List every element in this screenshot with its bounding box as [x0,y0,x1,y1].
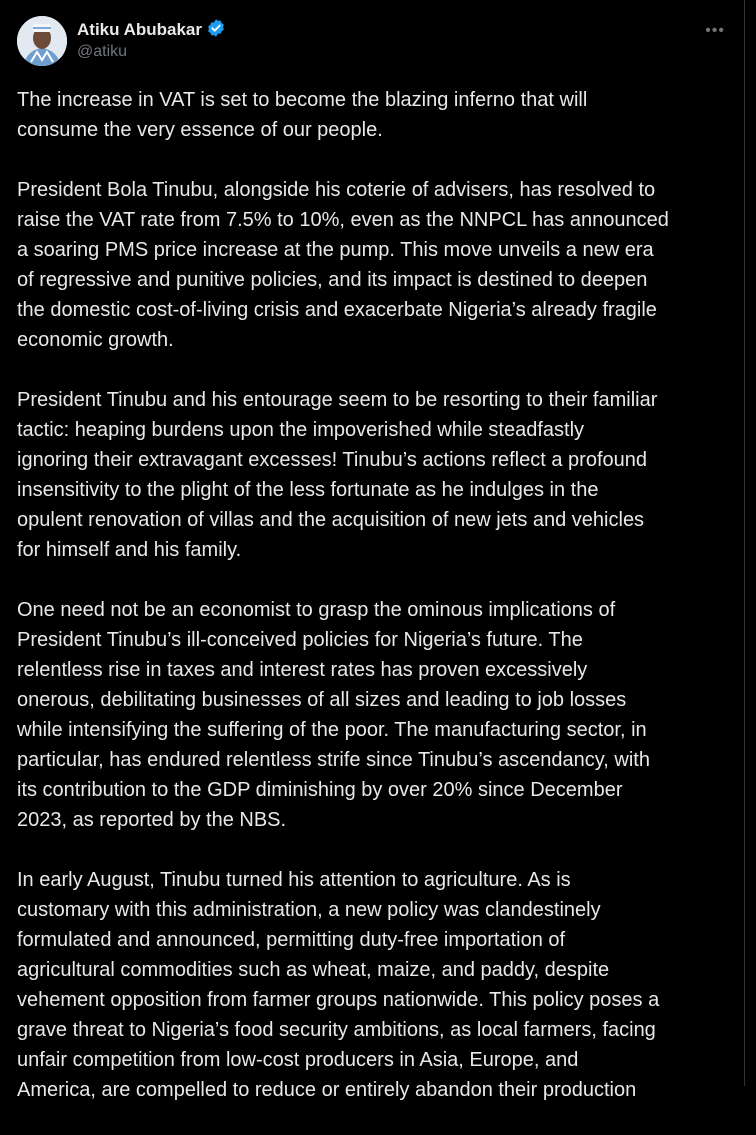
author-handle[interactable]: @atiku [77,43,128,60]
tweet-line: the domestic cost-of-living crisis and exacerbate Nigeria’s already fragile [17,299,657,321]
tweet-line: economic growth. [17,329,174,351]
tweet-line: agricultural commodities such as wheat, maize, and paddy, despite [17,959,610,981]
tweet-line: particular, has endured relentless strife since Tinubu’s ascendancy, with [17,749,650,771]
tweet-paragraph [17,85,729,145]
tweet-line: unfair competition from low-cost producers in Asia, Europe, and [17,1049,579,1071]
tweet-line: opulent renovation of villas and the acquisition of new jets and vehicles [17,509,645,531]
tweet-paragraph [17,595,729,835]
tweet-line: President Tinubu and his entourage seem to be resorting to their familiar [17,389,658,411]
tweet-line: a soaring PMS price increase at the pump. This move unveils a new era [17,239,654,261]
tweet-line: onerous, debilitating businesses of all sizes and leading to job losses [17,689,627,711]
more-horizontal-icon[interactable]: ••• [705,22,725,39]
tweet-line: One need not be an economist to grasp the ominous implications of [17,599,616,621]
tweet-line: insensitivity to the plight of the less fortunate as he indulges in the [17,479,599,501]
tweet-line: of regressive and punitive policies, and its impact is destined to deepen [17,269,648,291]
tweet-line: 2023, as reported by the NBS. [17,809,287,831]
tweet-line: President Tinubu’s ill-conceived policies for Nigeria’s future. The [17,629,583,651]
tweet-paragraph [17,175,729,355]
tweet-line: while intensifying the suffering of the poor. The manufacturing sector, in [17,719,647,741]
tweet-line: its contribution to the GDP diminishing by over 20% since December [17,779,623,801]
avatar[interactable] [17,16,67,66]
tweet-line: raise the VAT rate from 7.5% to 10%, even as the NNPCL has announced [17,209,669,231]
tweet-line: grave threat to Nigeria’s food security ambitions, as local farmers, facing [17,1019,656,1041]
verified-badge-icon [206,18,226,43]
column-border [744,0,745,1086]
tweet-text [17,85,729,1135]
tweet-line: President Bola Tinubu, alongside his coterie of advisers, has resolved to [17,179,656,201]
tweet-header [17,16,729,66]
author-name-text: Atiku Abubakar [77,20,203,39]
tweet-line: for himself and his family. [17,539,242,561]
tweet-line: The increase in VAT is set to become the blazing inferno that will [17,89,588,111]
tweet-line: customary with this administration, a new policy was clandestinely [17,899,601,921]
tweet-line: formulated and announced, permitting duty-free importation of [17,929,566,951]
tweet-line: ignoring their extravagant excesses! Tinubu’s actions reflect a profound [17,449,647,471]
tweet-paragraph [17,385,729,565]
tweet-line: tactic: heaping burdens upon the impoverished while steadfastly [17,419,585,441]
author-name[interactable] [77,18,226,43]
tweet-line: relentless rise in taxes and interest rates has proven excessively [17,659,588,681]
tweet-paragraph [17,865,729,1105]
tweet-line: America, are compelled to reduce or entirely abandon their production [17,1079,637,1101]
tweet-line: In early August, Tinubu turned his attention to agriculture. As is [17,869,571,891]
tweet-line: consume the very essence of our people. [17,119,383,141]
tweet-line: vehement opposition from farmer groups nationwide. This policy poses a [17,989,660,1011]
